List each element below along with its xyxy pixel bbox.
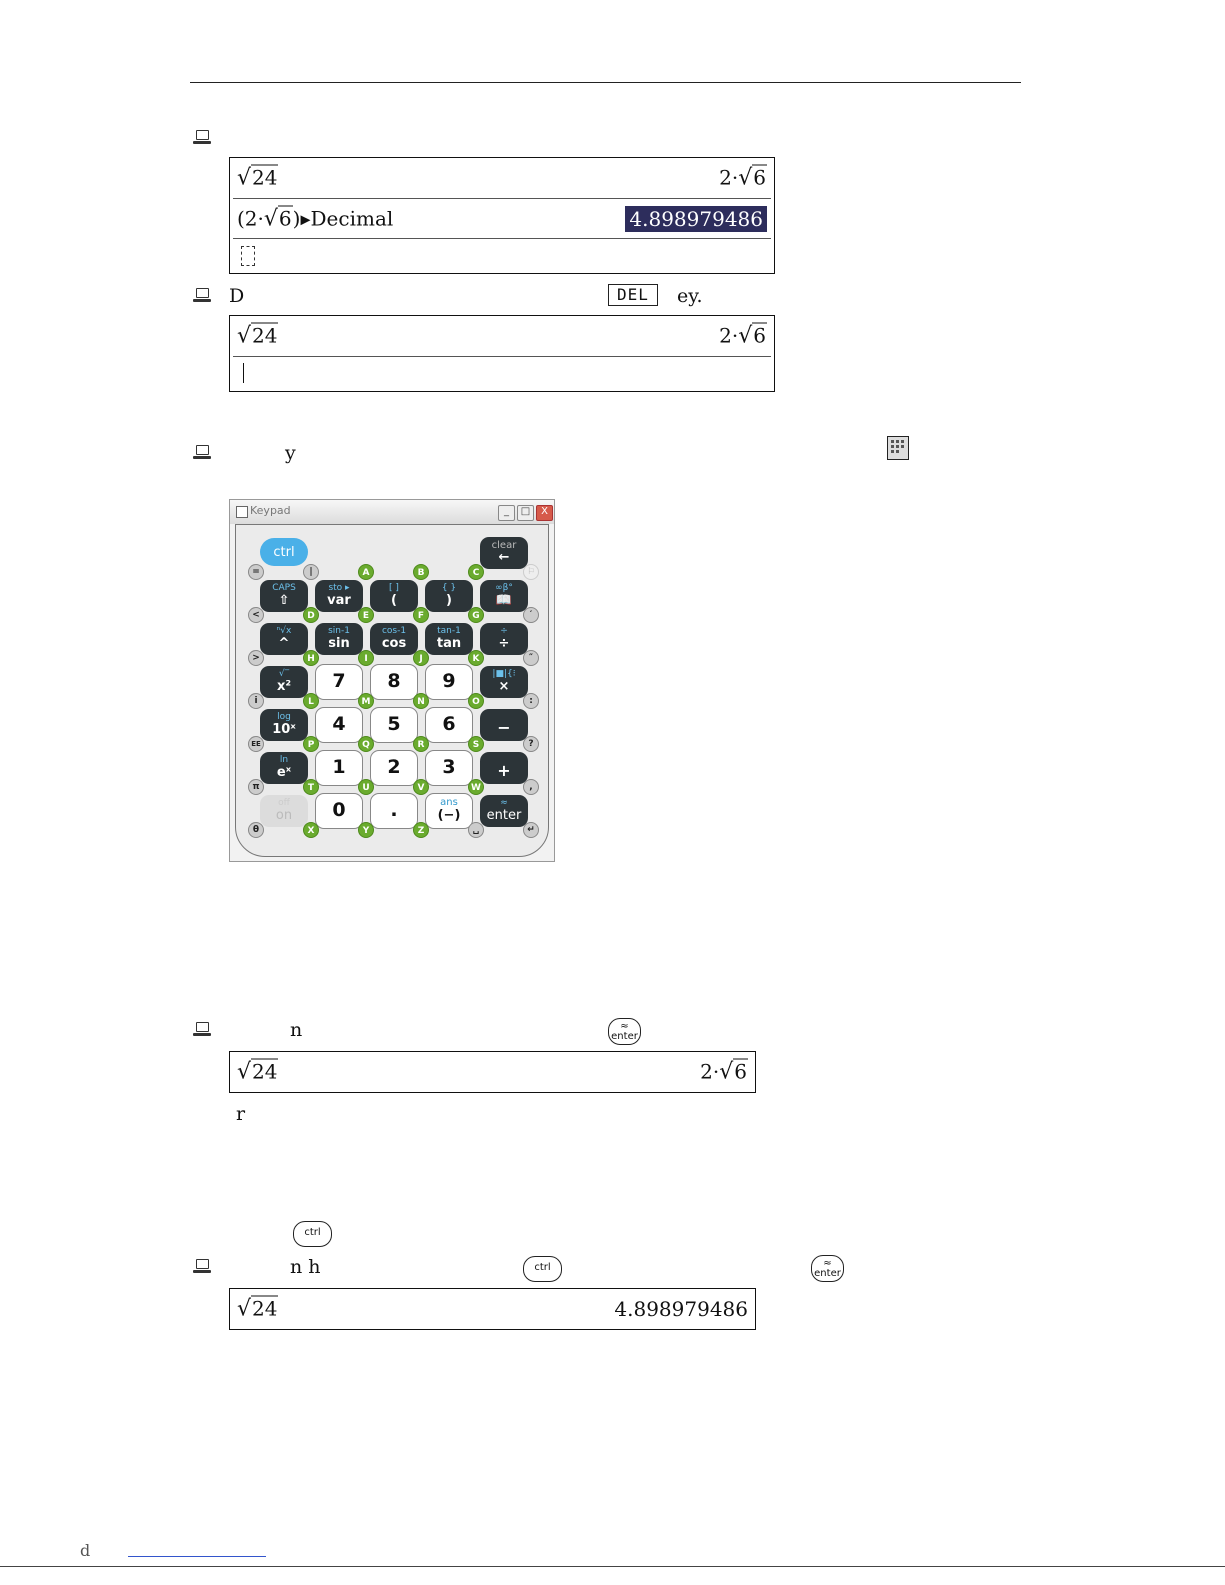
sqrt-symbol: √ — [263, 206, 278, 231]
sqrt-symbol: √ — [738, 323, 753, 349]
minus-key[interactable]: − — [480, 709, 528, 741]
sqrt-symbol: √ — [237, 1059, 252, 1084]
pipe-key[interactable]: | — [303, 564, 319, 580]
radicand: 6 — [753, 323, 766, 348]
equals-key[interactable]: = — [248, 564, 264, 580]
expr-close: ) — [292, 206, 301, 230]
comma-key[interactable]: , — [523, 779, 539, 795]
less-than-key[interactable]: < — [248, 607, 264, 623]
keypad-window — [229, 499, 555, 862]
maximize-button[interactable]: □ — [517, 505, 534, 521]
imaginary-i-key[interactable]: i — [248, 693, 264, 709]
history-row[interactable] — [233, 1052, 752, 1091]
computer-icon — [193, 130, 211, 146]
step-text: ey. — [677, 285, 703, 307]
computer-icon — [193, 445, 211, 461]
digit-6-key[interactable]: 6 — [425, 707, 473, 743]
letter-key-n[interactable]: N — [413, 693, 429, 709]
close-button[interactable]: X — [536, 505, 553, 521]
radicand: 6 — [278, 206, 292, 230]
prime-key[interactable]: ′ — [523, 607, 539, 623]
footer-rule — [0, 1566, 1225, 1567]
minimize-button[interactable]: _ — [498, 505, 515, 521]
digit-0-key[interactable]: 0 — [315, 793, 363, 829]
multiply-key[interactable]: |■|{⁝ × — [480, 666, 528, 698]
radicand: 24 — [252, 1296, 278, 1320]
entry-line[interactable] — [233, 239, 771, 272]
letter-key-i[interactable]: I — [358, 650, 374, 666]
header-rule — [190, 82, 1021, 83]
ee-key[interactable]: EE — [248, 736, 264, 752]
decimal-operator: ▸Decimal — [300, 206, 394, 230]
letter-key-d[interactable]: D — [303, 607, 319, 623]
divide-key[interactable]: ÷ ÷ — [480, 623, 528, 655]
calc-history-4 — [229, 1288, 756, 1330]
caps-shift-key[interactable]: CAPS ⇧ — [260, 580, 308, 612]
on-key[interactable]: off on — [260, 795, 308, 827]
letter-key-h[interactable]: H — [303, 650, 319, 666]
entry-line[interactable] — [233, 357, 771, 389]
space-key[interactable]: ␣ — [468, 822, 484, 838]
enter-key-glyph: ≈ enter — [608, 1018, 641, 1045]
letter-key-g[interactable]: G — [468, 607, 484, 623]
digit-1-key[interactable]: 1 — [315, 750, 363, 786]
letter-key-y[interactable]: Y — [358, 822, 374, 838]
sqrt-symbol: √ — [237, 1296, 252, 1321]
left-paren-key[interactable]: [ ] ( — [370, 580, 418, 612]
book-icon: 📖 — [495, 593, 513, 608]
right-paren-key[interactable]: { } ) — [425, 580, 473, 612]
ten-power-key[interactable]: log 10ˣ — [260, 709, 308, 741]
del-key-glyph: DEL — [608, 284, 658, 306]
empty-template-box — [241, 246, 255, 266]
radicand: 6 — [753, 165, 766, 190]
history-row[interactable] — [233, 1289, 752, 1328]
question-key[interactable]: ? — [523, 736, 539, 752]
letter-key-k[interactable]: K — [468, 650, 484, 666]
sqrt-symbol: √ — [237, 165, 252, 191]
coefficient: 2· — [719, 323, 739, 348]
digit-3-key[interactable]: 3 — [425, 750, 473, 786]
sin-key[interactable]: sin-1 sin — [315, 623, 363, 655]
ctrl-key-glyph: ctrl — [523, 1256, 562, 1282]
step-text: n — [290, 1019, 303, 1041]
flag-key[interactable]: ⚐ — [523, 564, 539, 580]
computer-icon — [193, 1259, 211, 1275]
sqrt-symbol: √ — [237, 323, 252, 349]
cos-key[interactable]: cos-1 cos — [370, 623, 418, 655]
power-key[interactable]: ⁿ√x ^ — [260, 623, 308, 655]
letter-key-c[interactable]: C — [468, 564, 484, 580]
letter-key-v[interactable]: V — [413, 779, 429, 795]
radicand: 24 — [252, 323, 278, 348]
history-expression — [237, 1296, 278, 1321]
ctrl-key[interactable]: ctrl — [260, 538, 308, 566]
enter-key[interactable]: ≈ enter — [480, 795, 528, 827]
letter-key-p[interactable]: P — [303, 736, 319, 752]
text-cursor — [243, 363, 244, 383]
letter-key-s[interactable]: S — [468, 736, 484, 752]
return-key[interactable]: ↵ — [523, 822, 539, 838]
history-expression — [237, 324, 278, 349]
letter-key-q[interactable]: Q — [358, 736, 374, 752]
expr-open: (2· — [237, 206, 264, 230]
greater-than-key[interactable]: > — [248, 650, 264, 666]
letter-key-o[interactable]: O — [468, 693, 484, 709]
keypad-title-bar[interactable] — [230, 500, 554, 524]
decimal-point-key[interactable]: . — [370, 793, 418, 829]
letter-key-j[interactable]: J — [413, 650, 429, 666]
keypad-title: Keypad — [250, 504, 291, 517]
sqrt-symbol: √ — [738, 165, 753, 191]
digit-4-key[interactable]: 4 — [315, 707, 363, 743]
letter-key-x[interactable]: X — [303, 822, 319, 838]
selected-result[interactable]: 4.898979486 — [625, 206, 767, 232]
step-text: D — [229, 285, 245, 307]
calc-history-2 — [229, 315, 775, 392]
letter-key-w[interactable]: W — [468, 779, 484, 795]
history-result — [719, 324, 767, 349]
letter-key-r[interactable]: R — [413, 736, 429, 752]
catalog-key[interactable]: ∞β° 📖 — [480, 580, 528, 612]
keypad-window-icon — [236, 506, 248, 518]
letter-key-z[interactable]: Z — [413, 822, 429, 838]
computer-icon — [193, 288, 211, 304]
letter-key-m[interactable]: M — [358, 693, 374, 709]
enter-key-glyph: ≈ enter — [811, 1255, 844, 1282]
radicand: 24 — [252, 165, 278, 190]
keypad-body — [235, 524, 549, 857]
history-expression — [237, 1059, 278, 1084]
letter-key-b[interactable]: B — [413, 564, 429, 580]
footer-link[interactable] — [128, 1556, 266, 1557]
ctrl-key-glyph: ctrl — [293, 1221, 332, 1247]
exp-key[interactable]: ln eˣ — [260, 752, 308, 784]
radicand: 24 — [252, 1059, 278, 1083]
tan-key[interactable]: tan-1 tan — [425, 623, 473, 655]
history-result — [719, 166, 767, 191]
step-text: y — [285, 442, 296, 464]
footer-text: d — [80, 1541, 91, 1560]
square-key[interactable]: √‾ x² — [260, 666, 308, 698]
digit-9-key[interactable]: 9 — [425, 664, 473, 700]
computer-icon — [193, 1022, 211, 1038]
letter-key-t[interactable]: T — [303, 779, 319, 795]
digit-7-key[interactable]: 7 — [315, 664, 363, 700]
pi-key[interactable]: π — [248, 779, 264, 795]
letter-key-l[interactable]: L — [303, 693, 319, 709]
history-row[interactable] — [233, 199, 771, 239]
negative-key[interactable]: ans (−) — [425, 793, 473, 829]
double-prime-key[interactable]: ″ — [523, 650, 539, 666]
sqrt-symbol: √ — [719, 1059, 734, 1084]
history-result — [700, 1059, 748, 1084]
clear-key[interactable]: clear ← — [480, 537, 528, 569]
coefficient: 2· — [719, 165, 739, 190]
history-expression — [237, 166, 278, 191]
colon-key[interactable]: : — [523, 693, 539, 709]
note-text: r — [236, 1103, 246, 1125]
history-expression — [237, 206, 393, 231]
keypad-icon[interactable] — [887, 436, 909, 460]
digit-2-key[interactable]: 2 — [370, 750, 418, 786]
coefficient: 2· — [700, 1059, 720, 1083]
letter-key-f[interactable]: F — [413, 607, 429, 623]
digit-8-key[interactable]: 8 — [370, 664, 418, 700]
letter-key-e[interactable]: E — [358, 607, 374, 623]
radicand: 6 — [734, 1059, 747, 1083]
history-result: 4.898979486 — [614, 1296, 748, 1321]
history-row[interactable] — [233, 316, 771, 357]
history-row[interactable] — [233, 158, 771, 199]
calc-history-3 — [229, 1051, 756, 1093]
letter-key-a[interactable]: A — [358, 564, 374, 580]
plus-key[interactable]: + — [480, 752, 528, 784]
theta-key[interactable]: θ — [248, 822, 264, 838]
step-text: n h — [290, 1256, 321, 1278]
calc-history-1 — [229, 157, 775, 274]
var-key[interactable]: sto ▸ var — [315, 580, 363, 612]
letter-key-u[interactable]: U — [358, 779, 374, 795]
digit-5-key[interactable]: 5 — [370, 707, 418, 743]
